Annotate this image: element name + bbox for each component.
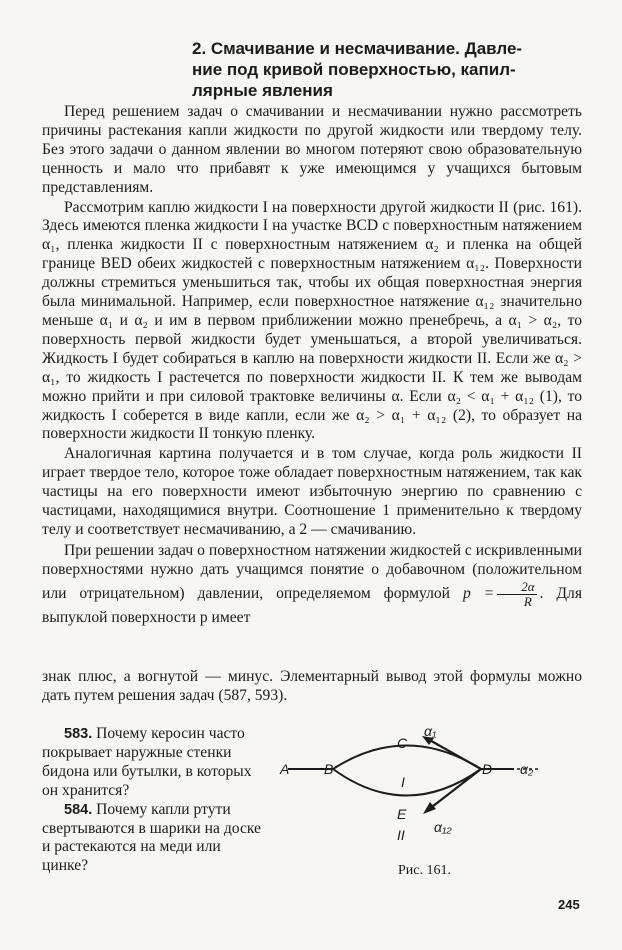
paragraph-2: Рассмотрим каплю жидкости I на поверхности другой жидкости II (рис. 161). Здесь имеются пленка жидкости I на участке BCD с поверхностным натяжением α₁, пленка жидкости II с поверхностным натяжением α₂ и пленка на общей границе BED обеих жидкостей с поверхностным натяжением α₁₂. Поверхности должны стремиться уменьшиться так, чтобы их общая поверхностная энергия была минимальной. Например, если поверхностное натяжение α₁₂ значительно меньше α₁ и α₂ и им в первом приближении можно пренебречь, а α₁ > α₂, то поверхность первой жидкости будет уменьшаться, а второй увеличиваться. Жидкость I будет собираться в каплю на поверхности жидкости II. Если же α₂ > α₁, то жидкость I растечется по поверхности жидкости II. К тем же выводам можно прийти и при силовой трактовке величины α. Если α₂ < α₁ + α₁₂ (1), то жидкость I соберется в виде капли, если же α₂ > α₁ + α₁₂ (2), то образует на поверхности жидкости II тонкую пленку.	[42, 198, 582, 443]
label-D: D	[482, 761, 493, 777]
label-alpha12: α₁₂	[434, 819, 452, 835]
formula-intro: При решении задач о поверхностном натяжении жидкостей с искривленными поверхностями нужно дать учащимся понятие о добавочном (положительном или отрицательном) давлении, определяемом формулой	[42, 541, 582, 602]
label-II: II	[397, 827, 405, 843]
alpha12-arrowhead	[423, 802, 436, 814]
heading-line-2: ние под кривой поверхностью, капил-	[192, 60, 516, 79]
formula-lhs: p =	[462, 584, 495, 602]
paragraph-formula	[42, 542, 582, 628]
heading-line-3: лярные явления	[192, 81, 333, 100]
task-584-number: 584.	[64, 801, 93, 818]
pressure-formula	[497, 580, 536, 609]
label-alpha1: α₁	[424, 723, 437, 739]
paragraph-1: Перед решением задач о смачивании и несмачивании нужно рассмотреть причины растекания капли жидкости по другой жидкости или твердому телу. Без этого задачи о данном явлении во многом потеряют свою образовательную ценность и мало что прибавят к уже имеющимся у учащихся бытовым представлениям.	[42, 103, 582, 196]
formula-denominator: R	[523, 593, 532, 609]
alpha1-vector	[426, 738, 481, 769]
label-I: I	[401, 774, 405, 790]
formula-continuation	[42, 668, 582, 706]
label-A: A	[280, 761, 290, 777]
task-583-text: Почему керосин часто покрывает наружные стенки бидона или бутылки, в которых он хранится?	[42, 725, 252, 799]
label-C: C	[397, 735, 408, 751]
label-alpha2: α₂	[520, 761, 534, 777]
label-E: E	[397, 806, 407, 822]
label-B: B	[324, 761, 334, 777]
drop-lower-surface	[333, 769, 481, 796]
paragraph-3: Аналогичная картина получается и в том случае, когда роль жидкости II играет твердое тело, которое тоже обладает поверхностным натяжением, так как частицы на его поверхности имеют избыточную энергию по сравнению с частицами, находящимися внутри. Соотношение 1 применительно к твердому телу и соответствует несмачиванию, а 2 — смачиванию.	[42, 445, 582, 538]
page-number: 245	[558, 897, 580, 912]
heading-line-1: 2. Смачивание и несмачивание. Давле-	[192, 39, 523, 58]
main-text	[42, 103, 582, 628]
section-heading	[192, 38, 584, 101]
formula-after: . Для выпуклой поверхности p имеет	[42, 584, 582, 626]
formula-cont-text: знак плюс, а вогнутой — минус. Элементарный вывод этой формулы можно дать путем решения задач (587, 593).	[42, 668, 582, 704]
task-583	[42, 725, 262, 801]
drop-diagram	[276, 722, 576, 862]
tasks-column	[42, 725, 262, 876]
formula-numerator: 2α	[497, 580, 536, 595]
task-583-number: 583.	[64, 726, 93, 742]
task-584-text: Почему капли ртути свертываются в шарики на доске и растекаются на меди или цинке?	[42, 800, 261, 875]
figure-caption: Рис. 161.	[398, 863, 451, 878]
formula-continuation-block	[42, 668, 582, 706]
task-584	[42, 801, 262, 877]
alpha12-vector	[428, 769, 481, 810]
